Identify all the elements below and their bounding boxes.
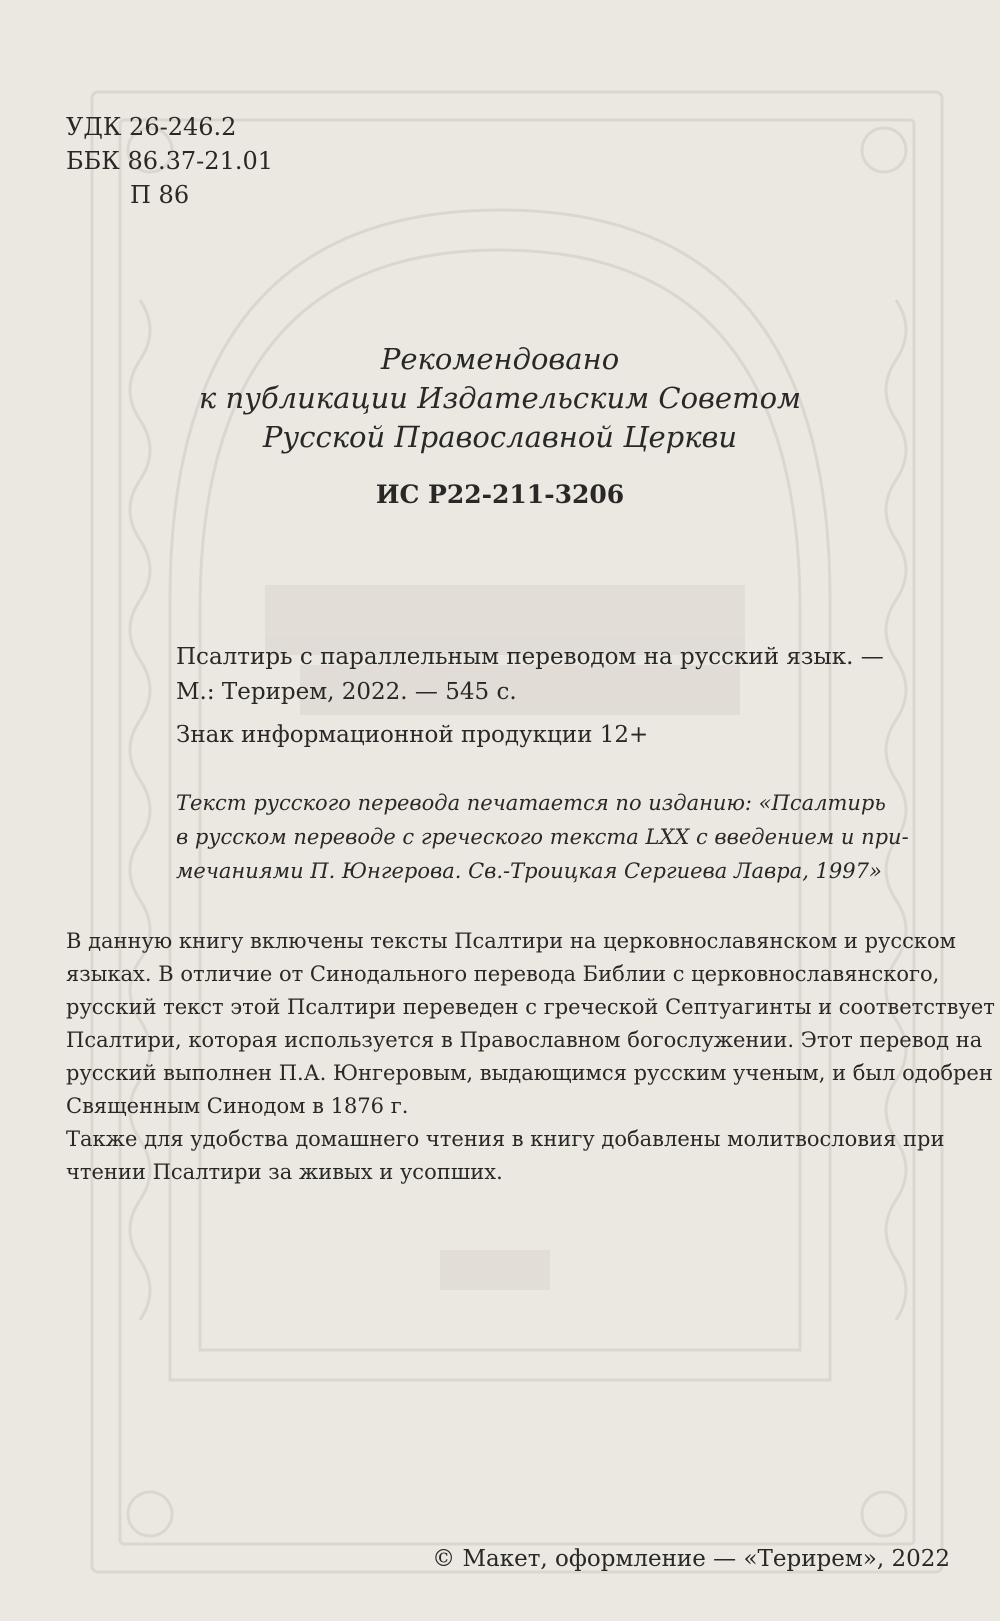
- description-line: русский текст этой Псалтири переведен с греческой Септуагинты и соответствует: [66, 995, 995, 1019]
- source-note-line: мечаниями П. Юнгерова. Св.-Троицкая Сергиева Лавра, 1997»: [176, 859, 882, 883]
- description-line: Священным Синодом в 1876 г.: [66, 1094, 409, 1118]
- bbk-code: ББК 86.37-21.01: [66, 147, 273, 175]
- book-description: [66, 925, 995, 1189]
- source-note-line: Текст русского перевода печатается по изданию: «Псалтирь: [176, 791, 886, 815]
- is-approval-code: ИС Р22-211-3206: [375, 480, 625, 509]
- udk-code: УДК 26-246.2: [66, 113, 237, 141]
- description-line: В данную книгу включены тексты Псалтири на церковнославянском и русском: [66, 929, 957, 953]
- information-product-sign: Знак информационной продукции 12+: [176, 722, 649, 748]
- recommendation-line: Русской Православной Церкви: [262, 420, 738, 454]
- bibliographic-line: Псалтирь с параллельным переводом на русский язык. —: [176, 644, 884, 670]
- author-mark: П 86: [130, 181, 190, 209]
- description-line: Псалтири, которая используется в Православном богослужении. Этот перевод на: [66, 1028, 983, 1052]
- classification-block: [66, 110, 273, 212]
- description-line: языках. В отличие от Синодального перевода Библии с церковнославянского,: [66, 962, 940, 986]
- publishing-council-recommendation: [0, 340, 1000, 457]
- bibliographic-line: М.: Терирем, 2022. — 545 с.: [176, 679, 517, 705]
- description-line: русский выполнен П.А. Юнгеровым, выдающимся русским ученым, и был одобрен: [66, 1061, 993, 1085]
- translation-source-note: [176, 786, 909, 888]
- copyright-notice: © Макет, оформление — «Терирем», 2022: [432, 1546, 950, 1572]
- description-line: Также для удобства домашнего чтения в книгу добавлены молитвословия при: [66, 1127, 945, 1151]
- recommendation-line: Рекомендовано: [380, 342, 620, 376]
- source-note-line: в русском переводе с греческого текста LXX с введением и при-: [176, 825, 909, 849]
- bibliographic-record: [176, 640, 884, 710]
- description-line: чтении Псалтири за живых и усопших.: [66, 1160, 503, 1184]
- recommendation-line: к публикации Издательским Советом: [198, 381, 802, 415]
